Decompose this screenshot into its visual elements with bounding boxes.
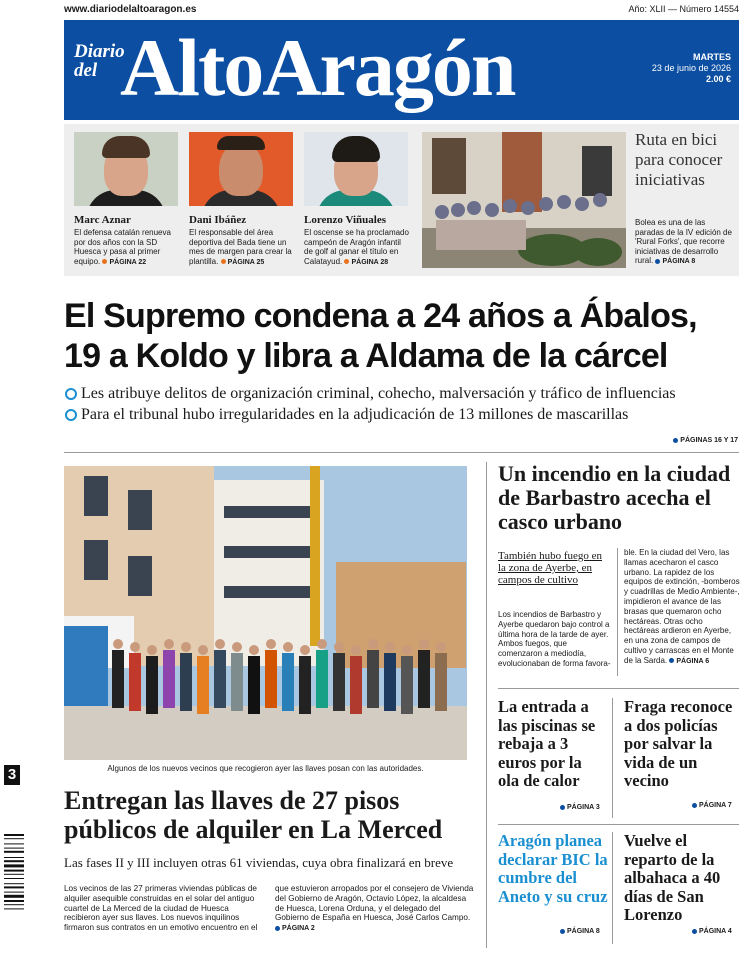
divider [498, 824, 739, 825]
teaser-photo [304, 132, 408, 206]
brief-piscinas-page[interactable]: PÁGINA 3 [560, 804, 600, 811]
column-divider [486, 462, 487, 948]
bullet-dot-icon [560, 805, 565, 810]
ruta-photo [422, 132, 626, 268]
teaser-marc-aznar[interactable] [74, 132, 180, 267]
teaser-text: El defensa catalán renueva por dos años con la SD Huesca y pasa al primer equipo. PÁGINA 22 [74, 228, 171, 266]
ruta-text: Bolea es una de las paradas de la IV edición de 'Rural Forks', que recorre iniciativas de desarrollo rural. PÁGINA 8 [635, 218, 732, 266]
bullet-dot-icon [692, 929, 697, 934]
lead-pages[interactable]: PÁGINAS 16 Y 17 [673, 437, 738, 444]
brief-fraga-title[interactable]: Fraga reconoce a dos policías por salvar la vida de un vecino [624, 697, 733, 790]
bullet-dot-icon [669, 658, 674, 663]
main-story-subtitle: Las fases II y III incluyen otras 61 viviendas, cuya obra finalizará en breve [64, 855, 454, 870]
bullet-dot-icon [102, 259, 107, 264]
fire-story-body-col2: ble. En la ciudad del Vero, las llamas acecharon el casco urbano. La rapidez de los equipos de extinción, -bomberos y cuadrillas de Medio Ambiente-, impidieron el avance de las brasas que quemaron ocho hectáreas. Otras ocho hectáreas ardieron en Ayerbe, en una zona de campos de cultivo y carrascas en el Monte de la Sarda. PÁGINA 6 [624, 548, 740, 665]
main-story-title[interactable]: Entregan las llaves de 27 pisos públicos de alquiler en La Merced [64, 786, 443, 844]
column-divider [612, 832, 613, 944]
teaser-strip [64, 124, 739, 276]
teaser-dani-ibanez[interactable] [189, 132, 295, 267]
masthead [64, 20, 739, 120]
bullet-dot-icon [673, 438, 678, 443]
barcode-icon [2, 832, 32, 928]
column-divider [617, 548, 618, 676]
divider [64, 452, 739, 453]
bullet-dot-icon [275, 926, 280, 931]
brief-albahaca-page[interactable]: PÁGINA 4 [692, 928, 732, 935]
masthead-title: AltoAragón [120, 22, 515, 113]
ruta-title[interactable]: Ruta en bici para conocer iniciativas [635, 130, 723, 189]
teaser-name: Dani Ibáñez [189, 214, 247, 226]
lead-bullet: Les atribuye delitos de organización criminal, cohecho, malversación y tráfico de influencias [64, 383, 744, 404]
bullet-dot-icon [692, 803, 697, 808]
bullet-dot-icon [221, 259, 226, 264]
brief-fraga-page[interactable]: PÁGINA 7 [692, 802, 732, 809]
bullet-dot-icon [655, 259, 660, 264]
teaser-lorenzo-vinuales[interactable] [304, 132, 410, 267]
divider [498, 688, 739, 689]
brief-aneto-title[interactable]: Aragón planea declarar BIC la cumbre del Aneto y su cruz [498, 831, 608, 906]
top-bar [64, 4, 739, 18]
lead-headline[interactable]: El Supremo condena a 24 años a Ábalos, 19 a Koldo y libra a Aldama de la cárcel [64, 297, 697, 375]
teaser-text: El responsable del área deportiva del Bada tiene un mes de margen para crear la plantilla. PÁGINA 25 [189, 228, 292, 266]
main-photo [64, 466, 467, 760]
edition-number: 3 [4, 765, 20, 785]
fire-story-kicker: También hubo fuego en la zona de Ayerbe, en campos de cultivo [498, 550, 603, 586]
lead-bullets [64, 383, 744, 425]
issue-number: Año: XLII — Número 14554 [628, 4, 739, 14]
column-divider [612, 698, 613, 818]
website-url[interactable]: www.diariodelaltoaragon.es [64, 4, 197, 15]
teaser-photo [189, 132, 293, 206]
bullet-dot-icon [560, 929, 565, 934]
bullet-dot-icon [344, 259, 349, 264]
lead-bullet: Para el tribunal hubo irregularidades en la adjudicación de 13 millones de mascarillas [64, 404, 744, 425]
teaser-name: Lorenzo Viñuales [304, 214, 387, 226]
teaser-name: Marc Aznar [74, 214, 131, 226]
teaser-text: El oscense se ha proclamado campeón de Aragón infantil de golf al ganar el título en Calatayud. PÁGINA 28 [304, 228, 409, 266]
masthead-diario-del: Diario del [74, 41, 125, 81]
brief-aneto-page[interactable]: PÁGINA 8 [560, 928, 600, 935]
brief-piscinas-title[interactable]: La entrada a las piscinas se rebaja a 3 euros por la ola de calor [498, 697, 596, 790]
main-story-body: Los vecinos de las 27 primeras viviendas públicas de alquiler asequible construidas en el solar del antiguo cuartel de La Merced de la ciudad de Huesca recibieron ayer sus llaves. Los nuevos inquilinos firmaron sus contratos en un emotivo encuentro en el que estuvieron arropados por el consejero de Vivienda del Gobierno de Aragón, Octavio López, la alcaldesa de Huesca, Lorena Orduna, y el delegado del Gobierno de España en Huesca, José Carlos Campo. PÁGINA 2 [64, 884, 474, 933]
brief-albahaca-title[interactable]: Vuelve el reparto de la albahaca a 40 días de San Lorenzo [624, 831, 721, 924]
photo-caption: Algunos de los nuevos vecinos que recogieron ayer las llaves posan con las autoridades. [107, 764, 424, 773]
fire-story-body-col1: Los incendios de Barbastro y Ayerbe quedaron bajo control a última hora de la tarde de ayer. Ambos fuegos, que comenzaron a mediodía, evolucionaban de forma favora- [498, 610, 611, 668]
fire-story-title[interactable]: Un incendio en la ciudad de Barbastro acecha el casco urbano [498, 461, 731, 534]
masthead-date: MARTES 23 de junio de 2026 2.00 € [651, 52, 731, 84]
teaser-photo [74, 132, 178, 206]
